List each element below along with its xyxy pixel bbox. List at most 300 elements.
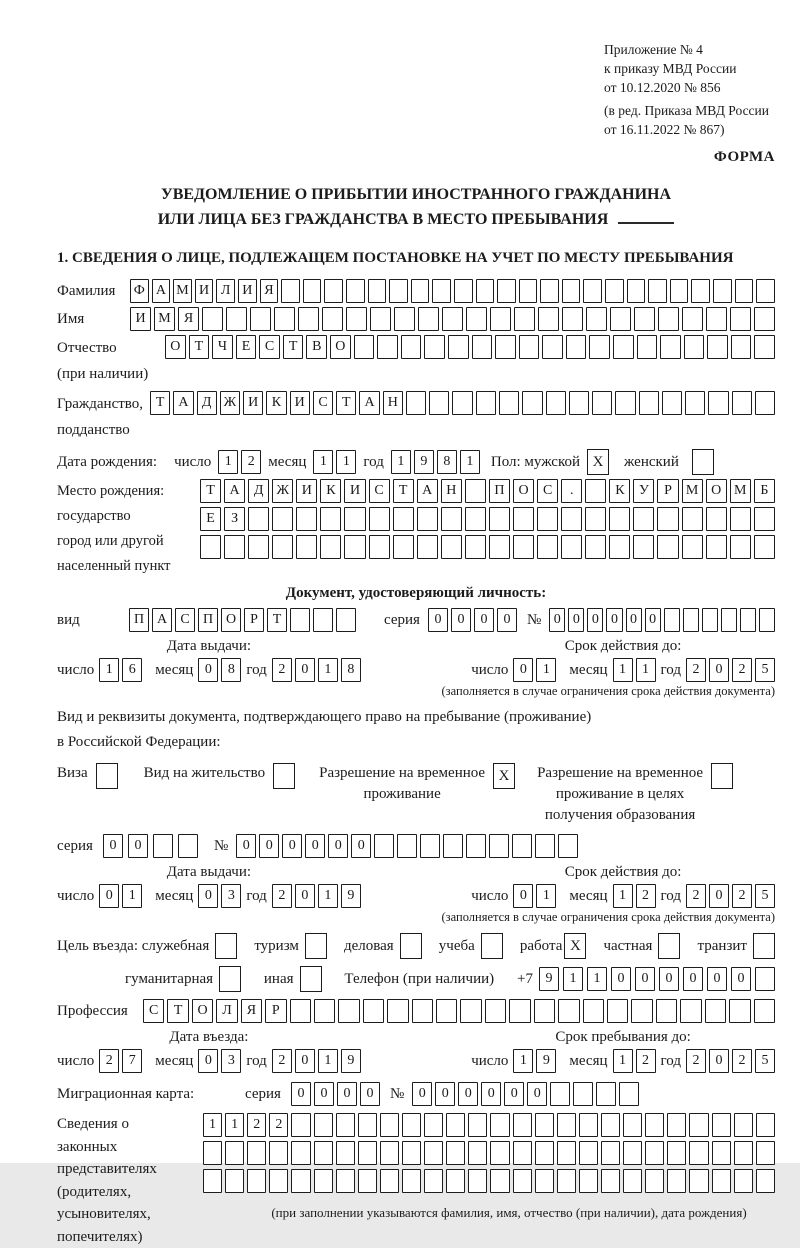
char-box[interactable] <box>658 307 679 331</box>
char-box[interactable] <box>314 999 335 1023</box>
temporary-residence-checkbox[interactable]: X <box>493 763 515 789</box>
char-box[interactable]: 1 <box>613 884 633 908</box>
char-box[interactable] <box>634 307 655 331</box>
char-box[interactable] <box>336 1141 355 1165</box>
char-box[interactable] <box>468 1141 487 1165</box>
char-box[interactable] <box>623 1169 642 1193</box>
char-box[interactable] <box>657 535 678 559</box>
char-box[interactable] <box>424 1113 443 1137</box>
char-box[interactable] <box>200 535 221 559</box>
char-box[interactable] <box>601 1113 620 1137</box>
char-box[interactable]: 5 <box>755 658 775 682</box>
char-box[interactable] <box>314 1141 333 1165</box>
char-box[interactable] <box>397 834 417 858</box>
char-box[interactable]: 0 <box>611 967 631 991</box>
char-box[interactable] <box>514 307 535 331</box>
residence-permit-checkbox[interactable] <box>273 763 295 789</box>
char-box[interactable]: Д <box>197 391 217 415</box>
char-box[interactable] <box>645 1141 664 1165</box>
char-box[interactable]: 2 <box>732 884 752 908</box>
char-box[interactable]: 1 <box>563 967 583 991</box>
char-box[interactable] <box>519 335 540 359</box>
char-box[interactable] <box>562 279 581 303</box>
char-box[interactable] <box>406 391 426 415</box>
char-box[interactable] <box>446 1113 465 1137</box>
char-box[interactable] <box>468 1113 487 1137</box>
char-box[interactable] <box>586 307 607 331</box>
purpose-work-checkbox[interactable]: X <box>564 933 586 959</box>
char-box[interactable] <box>558 834 578 858</box>
char-box[interactable] <box>296 507 317 531</box>
gender-male-checkbox[interactable]: X <box>587 449 609 475</box>
char-box[interactable]: 0 <box>360 1082 380 1106</box>
char-box[interactable]: А <box>359 391 379 415</box>
char-box[interactable]: Т <box>267 608 287 632</box>
char-box[interactable] <box>734 1169 753 1193</box>
char-box[interactable] <box>224 535 245 559</box>
char-box[interactable] <box>489 834 509 858</box>
char-box[interactable]: 1 <box>99 658 119 682</box>
char-box[interactable]: И <box>238 279 257 303</box>
char-box[interactable] <box>313 608 333 632</box>
char-box[interactable] <box>290 608 310 632</box>
char-box[interactable] <box>226 307 247 331</box>
char-box[interactable] <box>583 279 602 303</box>
char-box[interactable] <box>368 279 387 303</box>
char-box[interactable]: Ж <box>272 479 293 503</box>
char-box[interactable] <box>247 1141 266 1165</box>
char-box[interactable] <box>442 307 463 331</box>
char-box[interactable]: Т <box>189 335 210 359</box>
char-box[interactable] <box>393 507 414 531</box>
char-box[interactable]: С <box>369 479 390 503</box>
char-box[interactable]: 0 <box>659 967 679 991</box>
char-box[interactable] <box>542 335 563 359</box>
char-box[interactable] <box>585 507 606 531</box>
char-box[interactable]: 0 <box>103 834 123 858</box>
char-box[interactable]: 1 <box>536 658 556 682</box>
char-box[interactable] <box>490 1113 509 1137</box>
char-box[interactable]: С <box>143 999 164 1023</box>
char-box[interactable] <box>730 307 751 331</box>
char-box[interactable] <box>601 1169 620 1193</box>
char-box[interactable]: 0 <box>282 834 302 858</box>
char-box[interactable] <box>346 307 367 331</box>
char-box[interactable]: 0 <box>683 967 703 991</box>
char-box[interactable] <box>393 535 414 559</box>
char-box[interactable]: 1 <box>225 1113 244 1137</box>
char-box[interactable]: Я <box>260 279 279 303</box>
char-box[interactable]: 0 <box>198 658 218 682</box>
char-box[interactable] <box>513 507 534 531</box>
char-box[interactable]: С <box>313 391 333 415</box>
char-box[interactable] <box>561 507 582 531</box>
char-box[interactable] <box>756 279 775 303</box>
char-box[interactable] <box>324 279 343 303</box>
char-box[interactable] <box>537 507 558 531</box>
char-box[interactable]: М <box>730 479 751 503</box>
char-box[interactable] <box>735 279 754 303</box>
char-box[interactable]: 1 <box>613 1049 633 1073</box>
char-box[interactable] <box>633 535 654 559</box>
char-box[interactable] <box>535 1169 554 1193</box>
char-box[interactable] <box>730 535 751 559</box>
char-box[interactable]: К <box>320 479 341 503</box>
char-box[interactable] <box>441 535 462 559</box>
char-box[interactable] <box>298 307 319 331</box>
char-box[interactable] <box>497 279 516 303</box>
char-box[interactable]: 1 <box>313 450 333 474</box>
char-box[interactable] <box>706 535 727 559</box>
char-box[interactable]: 5 <box>755 884 775 908</box>
char-box[interactable] <box>250 307 271 331</box>
char-box[interactable] <box>610 307 631 331</box>
visa-checkbox[interactable] <box>96 763 118 789</box>
char-box[interactable] <box>734 1113 753 1137</box>
char-box[interactable] <box>627 279 646 303</box>
char-box[interactable] <box>387 999 408 1023</box>
char-box[interactable] <box>685 391 705 415</box>
char-box[interactable]: Л <box>216 999 237 1023</box>
char-box[interactable] <box>754 535 775 559</box>
char-box[interactable] <box>537 535 558 559</box>
char-box[interactable] <box>631 999 652 1023</box>
char-box[interactable] <box>557 1141 576 1165</box>
char-box[interactable] <box>734 1141 753 1165</box>
char-box[interactable] <box>619 1082 639 1106</box>
char-box[interactable]: 0 <box>259 834 279 858</box>
char-box[interactable]: 1 <box>460 450 480 474</box>
char-box[interactable]: Е <box>236 335 257 359</box>
char-box[interactable] <box>320 507 341 531</box>
char-box[interactable] <box>706 507 727 531</box>
char-box[interactable] <box>705 999 726 1023</box>
char-box[interactable] <box>562 307 583 331</box>
char-box[interactable]: 2 <box>241 450 261 474</box>
char-box[interactable] <box>513 535 534 559</box>
char-box[interactable] <box>489 535 510 559</box>
char-box[interactable]: Ч <box>212 335 233 359</box>
char-box[interactable] <box>583 999 604 1023</box>
purpose-study-checkbox[interactable] <box>481 933 503 959</box>
char-box[interactable]: 1 <box>203 1113 222 1137</box>
char-box[interactable] <box>522 391 542 415</box>
char-box[interactable] <box>691 279 710 303</box>
char-box[interactable]: О <box>706 479 727 503</box>
char-box[interactable]: 1 <box>122 884 142 908</box>
char-box[interactable] <box>446 1141 465 1165</box>
char-box[interactable]: 0 <box>635 967 655 991</box>
char-box[interactable]: И <box>243 391 263 415</box>
char-box[interactable] <box>225 1169 244 1193</box>
char-box[interactable]: 8 <box>437 450 457 474</box>
char-box[interactable]: 0 <box>709 658 729 682</box>
char-box[interactable] <box>713 279 732 303</box>
char-box[interactable] <box>561 535 582 559</box>
char-box[interactable]: 0 <box>428 608 448 632</box>
char-box[interactable] <box>490 1169 509 1193</box>
char-box[interactable]: Н <box>441 479 462 503</box>
char-box[interactable] <box>465 535 486 559</box>
char-box[interactable] <box>269 1169 288 1193</box>
char-box[interactable] <box>203 1169 222 1193</box>
char-box[interactable]: . <box>561 479 582 503</box>
purpose-transit-checkbox[interactable] <box>753 933 775 959</box>
char-box[interactable]: 1 <box>336 450 356 474</box>
char-box[interactable] <box>689 1141 708 1165</box>
char-box[interactable] <box>609 535 630 559</box>
purpose-official-checkbox[interactable] <box>215 933 237 959</box>
char-box[interactable] <box>706 307 727 331</box>
char-box[interactable]: Е <box>200 507 221 531</box>
char-box[interactable] <box>443 834 463 858</box>
char-box[interactable]: 1 <box>218 450 238 474</box>
char-box[interactable]: Т <box>167 999 188 1023</box>
char-box[interactable]: В <box>306 335 327 359</box>
char-box[interactable] <box>274 307 295 331</box>
char-box[interactable] <box>291 1113 310 1137</box>
char-box[interactable] <box>472 335 493 359</box>
char-box[interactable] <box>712 1141 731 1165</box>
char-box[interactable] <box>540 279 559 303</box>
char-box[interactable] <box>269 1141 288 1165</box>
char-box[interactable]: А <box>224 479 245 503</box>
char-box[interactable] <box>754 999 775 1023</box>
char-box[interactable]: О <box>221 608 241 632</box>
char-box[interactable] <box>358 1169 377 1193</box>
char-box[interactable] <box>682 307 703 331</box>
char-box[interactable]: Л <box>216 279 235 303</box>
char-box[interactable] <box>338 999 359 1023</box>
char-box[interactable] <box>247 1169 266 1193</box>
char-box[interactable]: 0 <box>474 608 494 632</box>
char-box[interactable] <box>557 1169 576 1193</box>
char-box[interactable]: Р <box>244 608 264 632</box>
char-box[interactable]: 1 <box>391 450 411 474</box>
char-box[interactable]: О <box>330 335 351 359</box>
char-box[interactable]: 0 <box>458 1082 478 1106</box>
char-box[interactable] <box>417 507 438 531</box>
char-box[interactable] <box>607 999 628 1023</box>
char-box[interactable] <box>579 1169 598 1193</box>
char-box[interactable]: Р <box>265 999 286 1023</box>
char-box[interactable] <box>589 335 610 359</box>
char-box[interactable] <box>411 279 430 303</box>
char-box[interactable] <box>657 507 678 531</box>
char-box[interactable] <box>429 391 449 415</box>
char-box[interactable] <box>248 507 269 531</box>
char-box[interactable] <box>401 335 422 359</box>
char-box[interactable]: 1 <box>318 658 338 682</box>
char-box[interactable]: 0 <box>295 658 315 682</box>
char-box[interactable] <box>314 1113 333 1137</box>
char-box[interactable] <box>465 479 486 503</box>
char-box[interactable] <box>354 335 375 359</box>
char-box[interactable]: 0 <box>198 884 218 908</box>
char-box[interactable] <box>291 1169 310 1193</box>
char-box[interactable]: Ж <box>220 391 240 415</box>
char-box[interactable]: 1 <box>636 658 656 682</box>
char-box[interactable] <box>402 1141 421 1165</box>
char-box[interactable] <box>314 1169 333 1193</box>
char-box[interactable]: О <box>192 999 213 1023</box>
purpose-tourism-checkbox[interactable] <box>305 933 327 959</box>
char-box[interactable]: 0 <box>236 834 256 858</box>
char-box[interactable] <box>605 279 624 303</box>
char-box[interactable] <box>363 999 384 1023</box>
char-box[interactable] <box>682 507 703 531</box>
char-box[interactable] <box>664 608 680 632</box>
char-box[interactable]: 0 <box>412 1082 432 1106</box>
char-box[interactable]: П <box>198 608 218 632</box>
char-box[interactable] <box>689 1169 708 1193</box>
char-box[interactable] <box>558 999 579 1023</box>
char-box[interactable]: 7 <box>122 1049 142 1073</box>
char-box[interactable] <box>755 391 775 415</box>
char-box[interactable]: 0 <box>451 608 471 632</box>
char-box[interactable] <box>336 1113 355 1137</box>
char-box[interactable]: 5 <box>755 1049 775 1073</box>
char-box[interactable]: 2 <box>686 658 706 682</box>
char-box[interactable] <box>579 1113 598 1137</box>
char-box[interactable]: У <box>633 479 654 503</box>
char-box[interactable]: 0 <box>99 884 119 908</box>
char-box[interactable]: 8 <box>221 658 241 682</box>
char-box[interactable] <box>667 1169 686 1193</box>
char-box[interactable]: О <box>165 335 186 359</box>
char-box[interactable]: А <box>417 479 438 503</box>
char-box[interactable] <box>320 535 341 559</box>
char-box[interactable] <box>756 1141 775 1165</box>
char-box[interactable] <box>358 1141 377 1165</box>
char-box[interactable] <box>667 1113 686 1137</box>
char-box[interactable] <box>290 999 311 1023</box>
char-box[interactable] <box>424 335 445 359</box>
char-box[interactable] <box>441 507 462 531</box>
char-box[interactable] <box>291 1141 310 1165</box>
char-box[interactable]: 2 <box>732 658 752 682</box>
char-box[interactable] <box>667 1141 686 1165</box>
char-box[interactable]: А <box>152 608 172 632</box>
char-box[interactable] <box>202 307 223 331</box>
char-box[interactable] <box>153 834 173 858</box>
gender-female-checkbox[interactable] <box>692 449 714 475</box>
char-box[interactable]: 2 <box>272 1049 292 1073</box>
char-box[interactable] <box>489 507 510 531</box>
char-box[interactable] <box>369 507 390 531</box>
char-box[interactable] <box>721 608 737 632</box>
char-box[interactable]: 9 <box>414 450 434 474</box>
char-box[interactable] <box>633 507 654 531</box>
char-box[interactable] <box>424 1141 443 1165</box>
char-box[interactable] <box>702 608 718 632</box>
char-box[interactable]: Т <box>393 479 414 503</box>
char-box[interactable]: 1 <box>536 884 556 908</box>
char-box[interactable] <box>660 335 681 359</box>
char-box[interactable] <box>281 279 300 303</box>
char-box[interactable] <box>755 967 775 991</box>
char-box[interactable] <box>623 1113 642 1137</box>
char-box[interactable] <box>303 279 322 303</box>
char-box[interactable] <box>344 535 365 559</box>
char-box[interactable]: И <box>195 279 214 303</box>
char-box[interactable] <box>454 279 473 303</box>
char-box[interactable] <box>535 1141 554 1165</box>
char-box[interactable] <box>573 1082 593 1106</box>
char-box[interactable]: 2 <box>686 1049 706 1073</box>
char-box[interactable] <box>754 507 775 531</box>
purpose-business-checkbox[interactable] <box>400 933 422 959</box>
char-box[interactable] <box>377 335 398 359</box>
char-box[interactable] <box>272 535 293 559</box>
char-box[interactable] <box>448 335 469 359</box>
char-box[interactable]: 0 <box>731 967 751 991</box>
char-box[interactable]: 0 <box>497 608 517 632</box>
char-box[interactable] <box>534 999 555 1023</box>
char-box[interactable]: 2 <box>272 658 292 682</box>
char-box[interactable] <box>662 391 682 415</box>
char-box[interactable]: О <box>513 479 534 503</box>
char-box[interactable]: 0 <box>291 1082 311 1106</box>
char-box[interactable]: С <box>259 335 280 359</box>
education-residence-checkbox[interactable] <box>711 763 733 789</box>
char-box[interactable]: 0 <box>198 1049 218 1073</box>
char-box[interactable] <box>670 279 689 303</box>
char-box[interactable]: 0 <box>549 608 565 632</box>
char-box[interactable]: И <box>296 479 317 503</box>
char-box[interactable]: Я <box>178 307 199 331</box>
char-box[interactable] <box>730 507 751 531</box>
char-box[interactable] <box>512 834 532 858</box>
char-box[interactable]: 0 <box>606 608 622 632</box>
char-box[interactable] <box>178 834 198 858</box>
char-box[interactable] <box>569 391 589 415</box>
char-box[interactable]: И <box>290 391 310 415</box>
char-box[interactable] <box>370 307 391 331</box>
char-box[interactable]: 0 <box>128 834 148 858</box>
char-box[interactable] <box>374 834 394 858</box>
char-box[interactable]: 3 <box>221 1049 241 1073</box>
char-box[interactable] <box>592 391 612 415</box>
char-box[interactable] <box>465 507 486 531</box>
char-box[interactable] <box>682 535 703 559</box>
char-box[interactable] <box>615 391 635 415</box>
char-box[interactable] <box>402 1169 421 1193</box>
char-box[interactable]: 0 <box>314 1082 334 1106</box>
char-box[interactable]: Т <box>336 391 356 415</box>
char-box[interactable]: 0 <box>337 1082 357 1106</box>
char-box[interactable] <box>424 1169 443 1193</box>
char-box[interactable]: 2 <box>636 884 656 908</box>
char-box[interactable] <box>585 535 606 559</box>
char-box[interactable] <box>708 391 728 415</box>
char-box[interactable]: Т <box>283 335 304 359</box>
char-box[interactable] <box>550 1082 570 1106</box>
char-box[interactable] <box>546 391 566 415</box>
char-box[interactable]: 0 <box>626 608 642 632</box>
char-box[interactable] <box>432 279 451 303</box>
char-box[interactable] <box>656 999 677 1023</box>
char-box[interactable] <box>499 391 519 415</box>
char-box[interactable] <box>639 391 659 415</box>
char-box[interactable]: П <box>129 608 149 632</box>
char-box[interactable] <box>712 1169 731 1193</box>
char-box[interactable] <box>296 535 317 559</box>
char-box[interactable]: 9 <box>341 884 361 908</box>
char-box[interactable] <box>322 307 343 331</box>
char-box[interactable] <box>756 1113 775 1137</box>
char-box[interactable] <box>380 1113 399 1137</box>
